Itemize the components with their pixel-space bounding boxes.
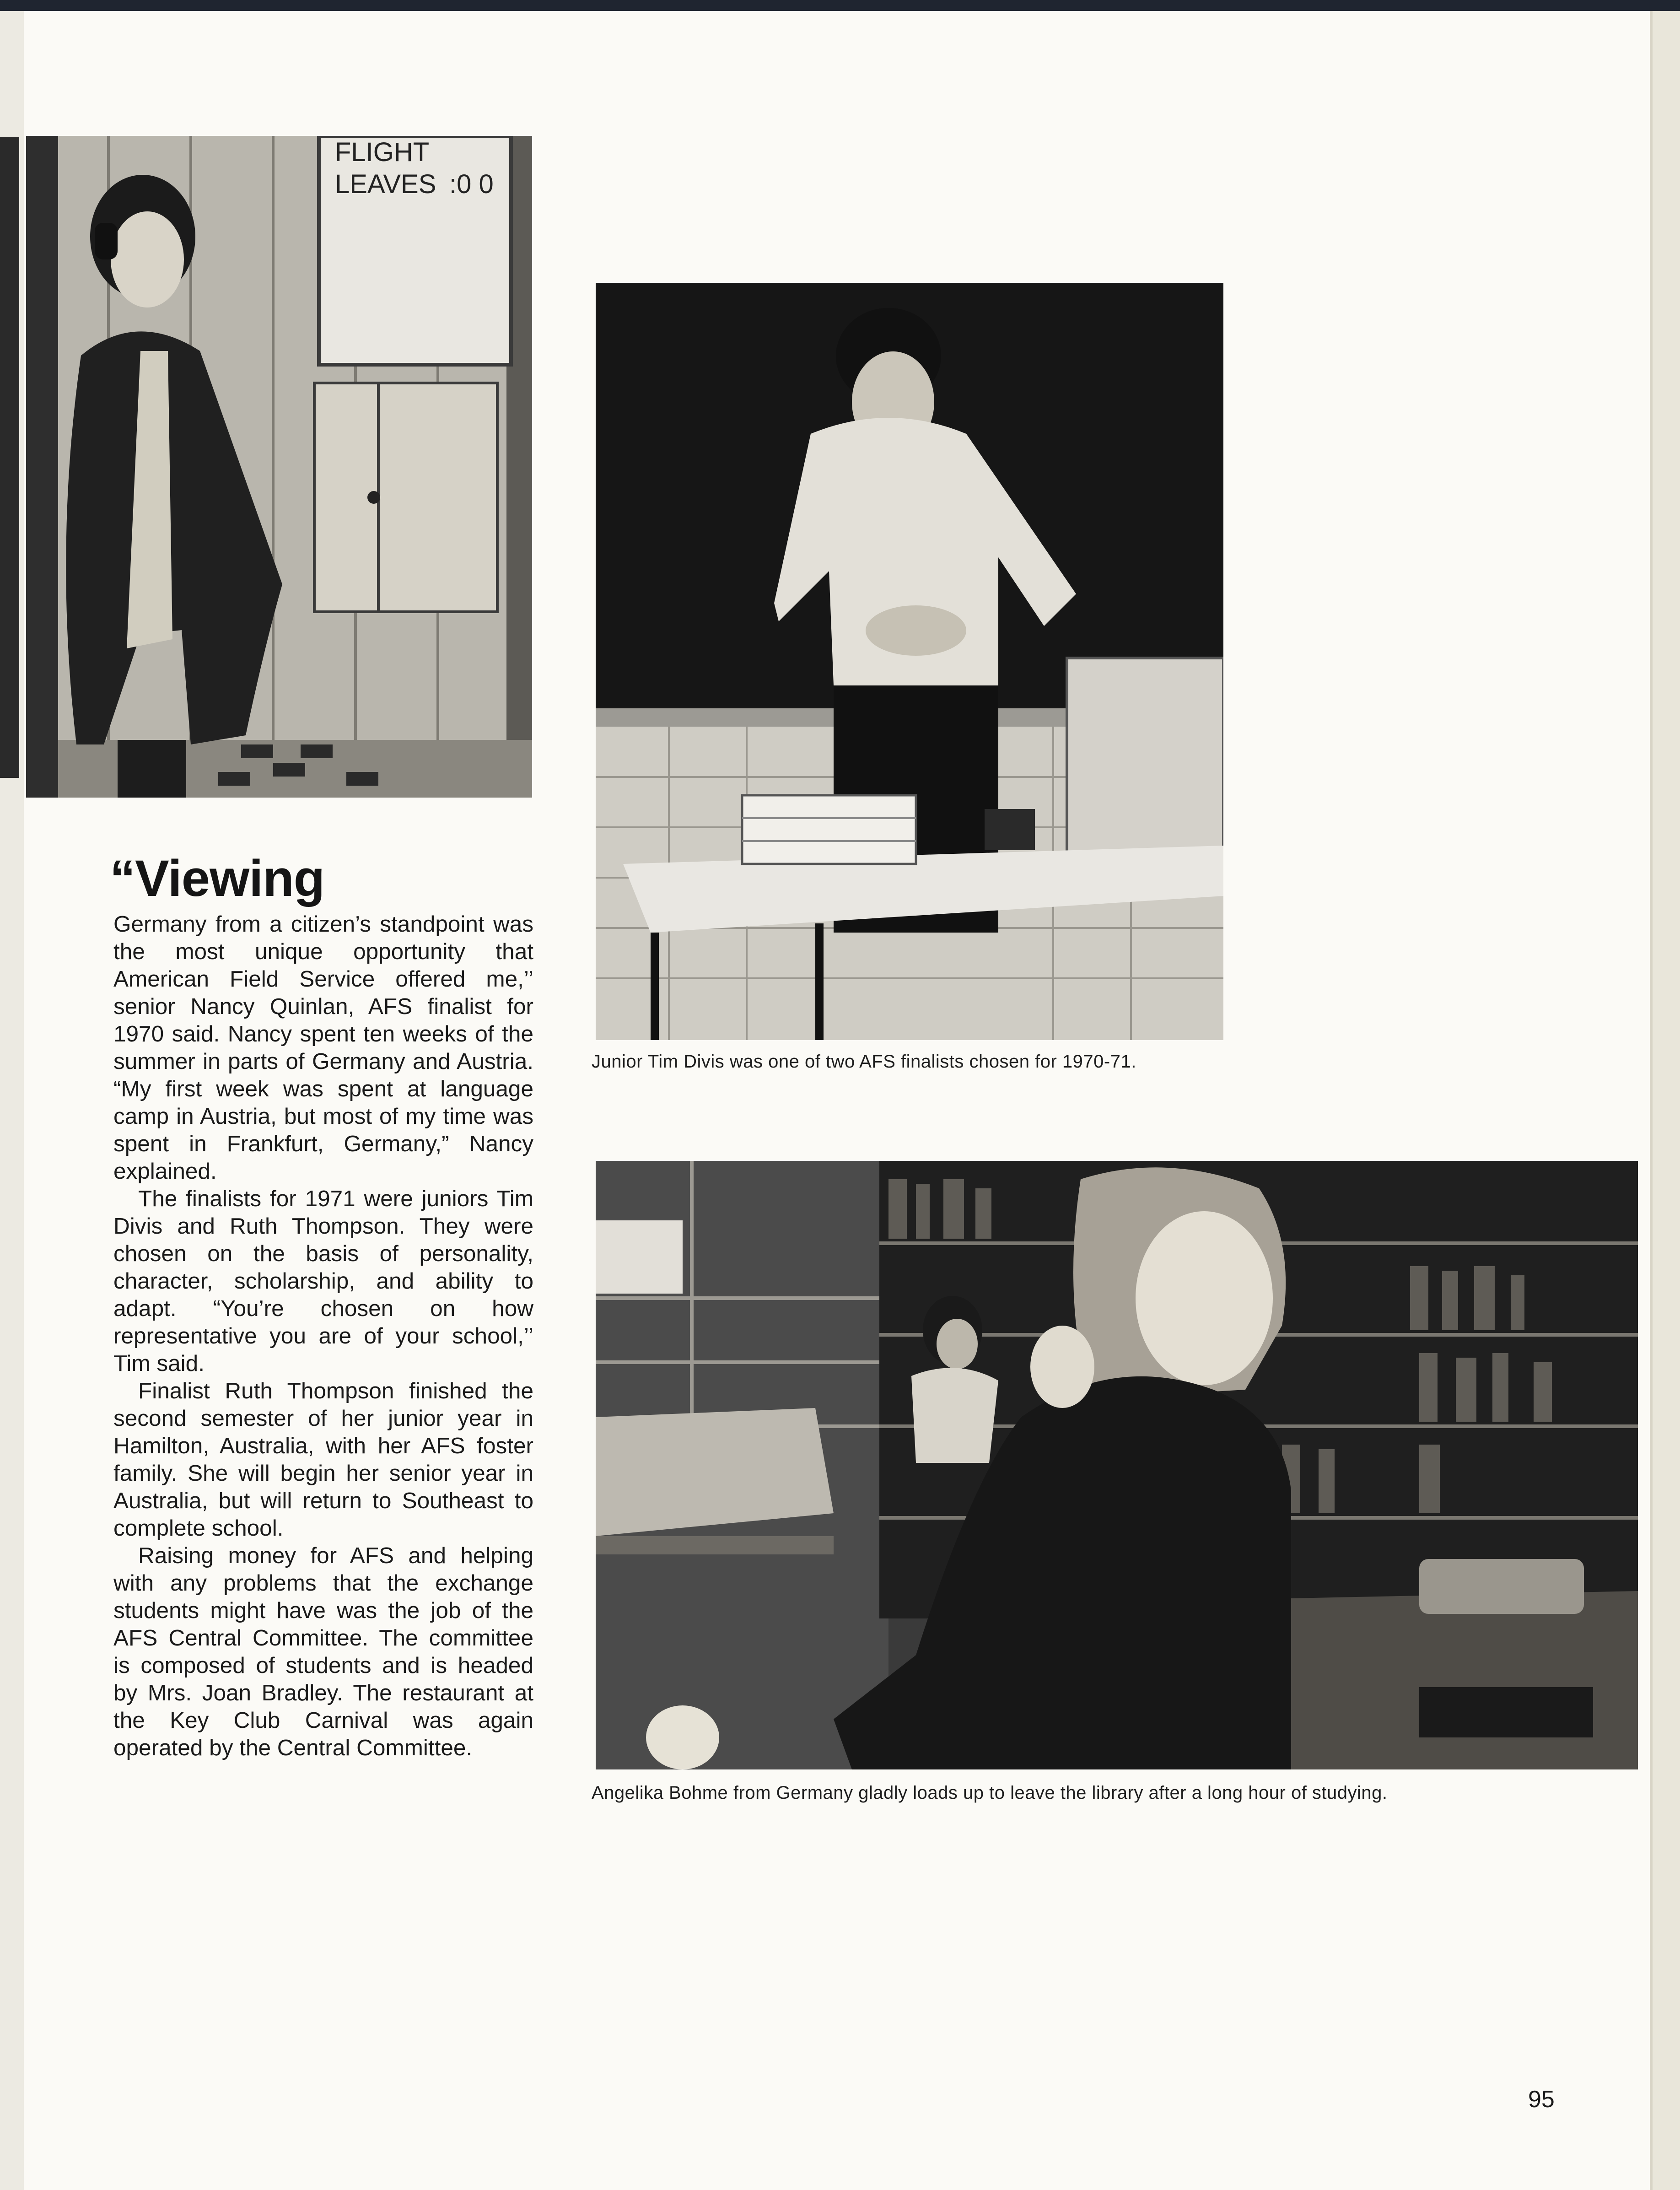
photo-caption-angelika: Angelika Bohme from Germany gladly loads up to leave the library after a long hour of studying.	[592, 1783, 1388, 1803]
article-body	[113, 911, 533, 1762]
facing-page-edge	[0, 137, 19, 778]
photo-angelika-library	[596, 1161, 1638, 1769]
top-border	[0, 0, 1680, 11]
article-paragraph-3: Finalist Ruth Thompson finished the second semester of her junior year in Hamilton, Australia, with her AFS foster family. She will begin her senior year in Australia, but will return to Southeast to complete school.	[113, 1378, 533, 1541]
photo-tim-divis	[596, 283, 1223, 1040]
article-paragraph-2: The finalists for 1971 were juniors Tim Divis and Ruth Thompson. They were chosen on the basis of personality, character, scholarship, and ability to adapt. “You’re chosen on how representative you are of your school,’’ Tim said.	[113, 1186, 533, 1376]
article-paragraph-1: Germany from a citizen’s standpoint was the most unique opportunity that American Field Service offered me,’’ senior Nancy Quinlan, AFS finalist for 1970 said. Nancy spent ten weeks of the summer in parts of Germany and Austria. “My first week was spent at language camp in Austria, but most of my time was spent in Frankfurt, Germany,” Nancy explained.	[113, 912, 533, 1184]
sign-text-leaves: LEAVES	[335, 169, 436, 199]
sign-text-time: :0 0	[449, 169, 494, 199]
photo-caption-tim: Junior Tim Divis was one of two AFS finalists chosen for 1970-71.	[592, 1052, 1136, 1072]
page-number: 95	[1528, 2086, 1555, 2113]
article-paragraph-4: Raising money for AFS and helping with any problems that the exchange students might have was the job of the AFS Central Committee. The committee is composed of students and is headed by Mrs. Joan Bradley. The restaurant at the Key Club Carnival was again operated by the Central Committee.	[113, 1543, 533, 1760]
photo-girl-on-phone	[26, 136, 532, 798]
sign-text-flight: FLIGHT	[335, 137, 430, 167]
article-headline: “Viewing	[110, 850, 325, 907]
page-edge	[1653, 11, 1680, 2190]
page-edge-line	[1650, 11, 1653, 2190]
